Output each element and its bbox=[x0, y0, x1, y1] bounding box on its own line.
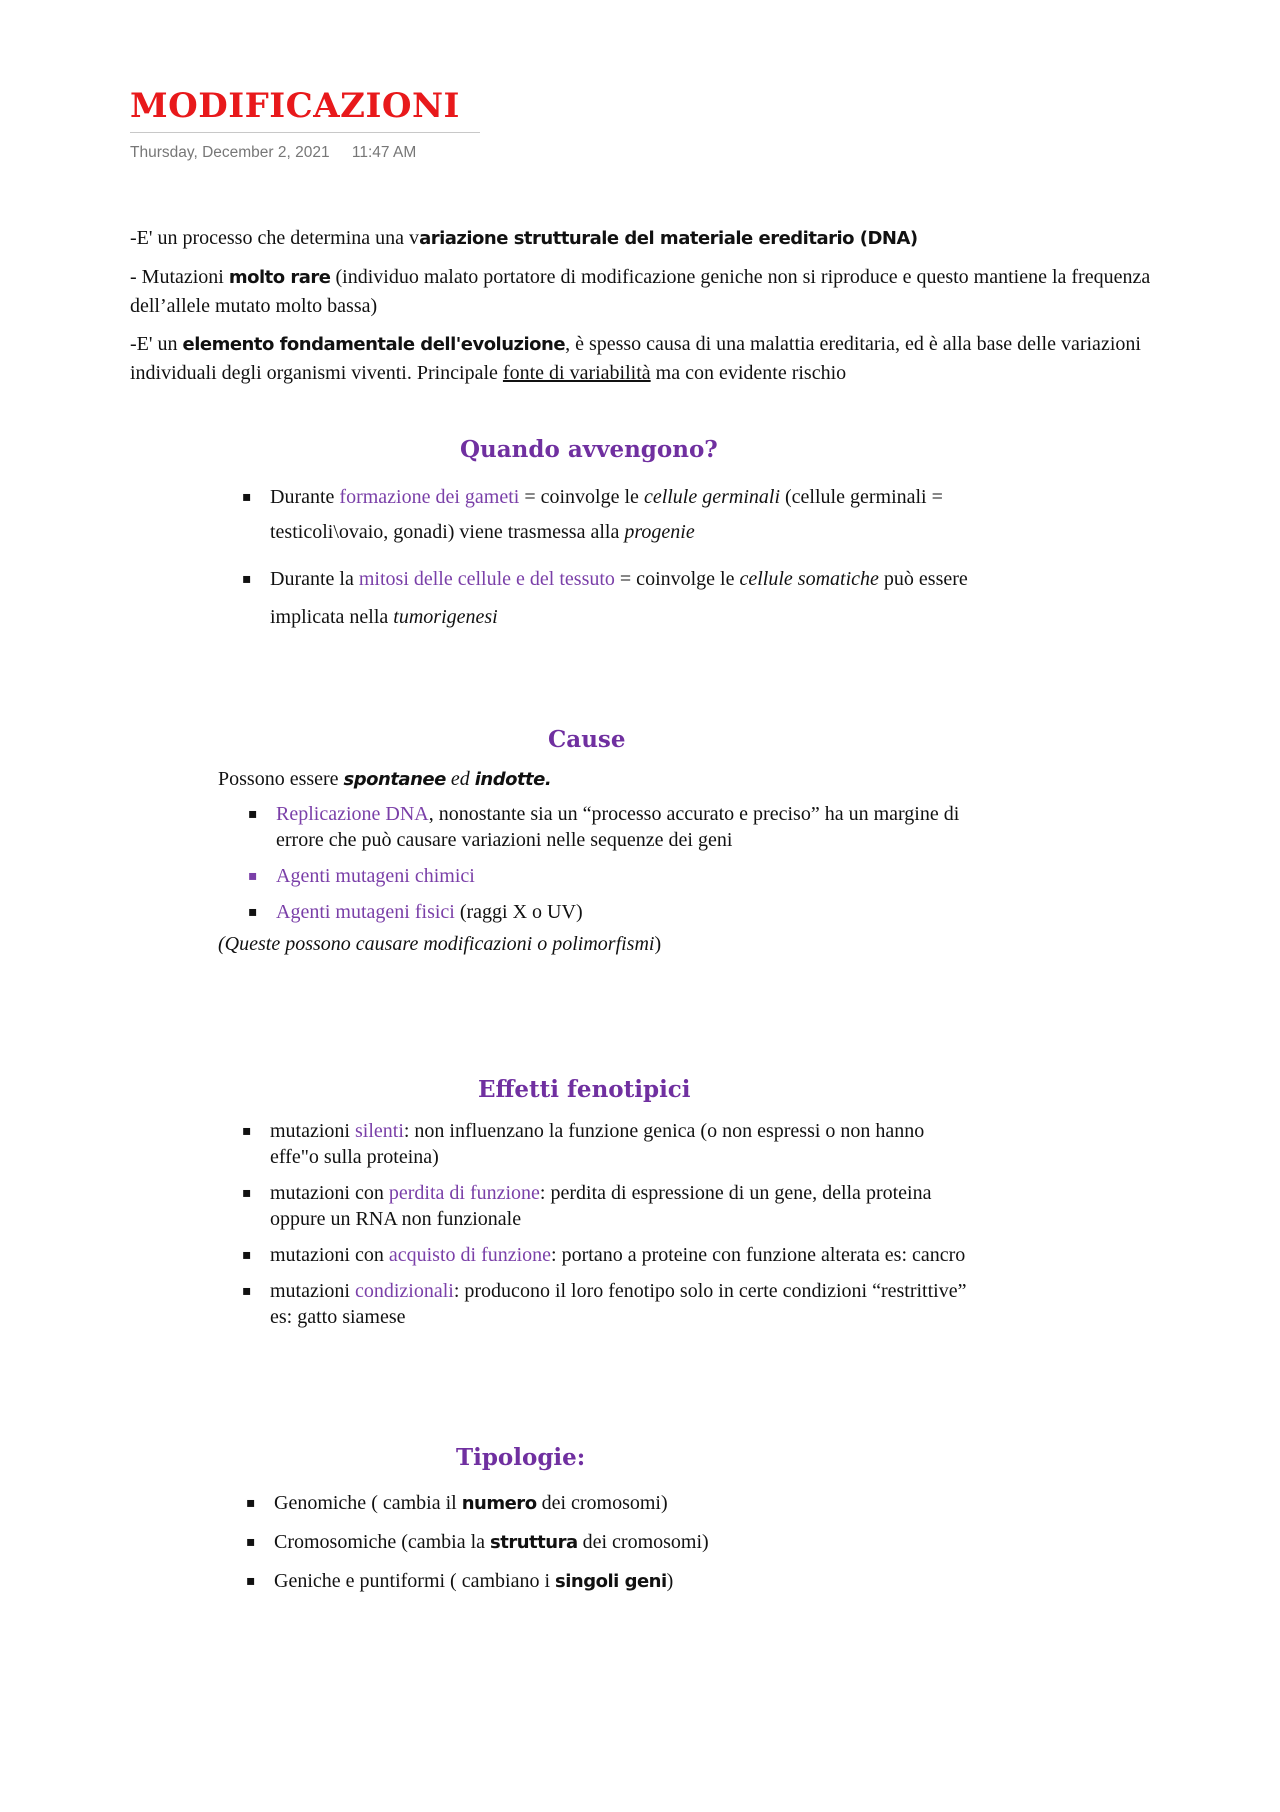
list-item bbox=[240, 1490, 980, 1517]
text: : perdita di espressione di un gene, della proteina oppure un RNA non funzionale bbox=[270, 1182, 932, 1230]
text: : non influenzano la funzione genica (o non espressi o non hanno effe"o sulla proteina) bbox=[270, 1120, 925, 1168]
list-item bbox=[236, 1180, 976, 1232]
bullet-icon: ▪ bbox=[248, 904, 258, 920]
bold-text: ariazione strutturale del materiale ereditario (DNA) bbox=[419, 228, 918, 249]
page-title: MODIFICAZIONI bbox=[130, 86, 460, 126]
text: ) bbox=[654, 933, 662, 955]
bullet-icon: ▪ bbox=[248, 868, 258, 884]
bold-text: struttura bbox=[490, 1532, 578, 1553]
bold-text: singoli geni bbox=[555, 1571, 667, 1592]
bullet-icon: ▪ bbox=[242, 489, 252, 505]
bullet-icon: ▪ bbox=[246, 1495, 256, 1511]
cause-list bbox=[242, 801, 972, 925]
text: dei cromosomi) bbox=[577, 1531, 709, 1553]
heading-effetti-fenotipici: Effetti fenotipici bbox=[478, 1076, 691, 1103]
cause-section bbox=[218, 766, 978, 957]
highlight-text: formazione dei gameti bbox=[339, 486, 520, 508]
text: mutazioni bbox=[270, 1280, 355, 1302]
bold-text: elemento fondamentale dell'evoluzione bbox=[182, 334, 566, 355]
highlight-text: acquisto di funzione bbox=[388, 1244, 552, 1266]
text: -E' un bbox=[130, 333, 183, 355]
highlight-text: silenti bbox=[354, 1120, 404, 1142]
text: = coinvolge le bbox=[519, 486, 644, 508]
intro-paragraph-1 bbox=[130, 224, 1210, 253]
text: Possono essere bbox=[218, 768, 344, 790]
list-item bbox=[242, 801, 972, 853]
list-item bbox=[242, 863, 972, 889]
list-item bbox=[236, 560, 976, 636]
text: : producono il loro fenotipo solo in certe condizioni “restrittive” es: gatto siamese bbox=[270, 1280, 967, 1328]
list-item bbox=[236, 1118, 976, 1170]
highlight-text: condizionali bbox=[354, 1280, 454, 1302]
heading-quando-avvengono: Quando avvengono? bbox=[460, 436, 718, 463]
text: - Mutazioni bbox=[130, 266, 229, 288]
text: (raggi X o UV) bbox=[454, 901, 583, 923]
text: mutazioni con bbox=[270, 1182, 389, 1204]
text: Cromosomiche (cambia la bbox=[274, 1531, 491, 1553]
list-item bbox=[240, 1568, 980, 1595]
cause-note bbox=[218, 931, 978, 957]
bullet-icon: ▪ bbox=[242, 571, 252, 587]
intro-section bbox=[130, 224, 1210, 397]
text: = coinvolge le bbox=[614, 568, 740, 590]
bold-text: molto rare bbox=[228, 267, 331, 288]
page-timestamp bbox=[130, 144, 434, 162]
text: (individuo malato portatore di modificazione geniche non si riproduce e questo mantiene la frequenza dell’allele mutato molto bassa) bbox=[130, 266, 1151, 317]
highlight-text: mitosi delle cellule e del tessuto bbox=[358, 568, 615, 590]
heading-cause: Cause bbox=[548, 726, 626, 753]
bullet-icon: ▪ bbox=[246, 1534, 256, 1550]
list-item bbox=[236, 480, 976, 550]
bold-text: numero bbox=[461, 1493, 537, 1514]
italic-text: cellule germinali bbox=[643, 486, 781, 508]
text: Geniche e puntiformi ( cambiano i bbox=[274, 1570, 556, 1592]
highlight-text: Agenti mutageni fisici bbox=[276, 901, 455, 923]
bullet-icon: ▪ bbox=[242, 1283, 252, 1299]
tipologie-list bbox=[240, 1490, 980, 1595]
list-item bbox=[236, 1242, 976, 1268]
page-date: Thursday, December 2, 2021 bbox=[130, 144, 330, 161]
cause-intro bbox=[218, 766, 978, 793]
text: Durante la bbox=[270, 568, 359, 590]
text: dei cromosomi) bbox=[536, 1492, 668, 1514]
bullet-icon: ▪ bbox=[242, 1123, 252, 1139]
intro-paragraph-3 bbox=[130, 330, 1210, 387]
list-item bbox=[242, 899, 972, 925]
italic-text: tumorigenesi bbox=[393, 606, 498, 628]
text: : portano a proteine con funzione alterata es: cancro bbox=[551, 1244, 966, 1266]
list-item bbox=[240, 1529, 980, 1556]
list-item bbox=[236, 1278, 976, 1330]
text: può essere implicata nella bbox=[270, 568, 968, 628]
page-time: 11:47 AM bbox=[351, 144, 417, 161]
italic-text: cellule somatiche bbox=[739, 568, 879, 590]
italic-text: ed bbox=[445, 768, 475, 790]
highlight-text: Replicazione DNA bbox=[276, 803, 429, 825]
quando-list bbox=[236, 480, 976, 636]
heading-tipologie: Tipologie: bbox=[456, 1444, 586, 1471]
bold-italic-text: spontanee bbox=[343, 769, 446, 790]
text: , nonostante sia un “processo accurato e preciso” ha un margine di errore che può causare variazioni nelle sequenze dei geni bbox=[276, 803, 960, 851]
text: ma con evidente rischio bbox=[650, 362, 847, 384]
intro-paragraph-2 bbox=[130, 263, 1210, 320]
text: Genomiche ( cambia il bbox=[274, 1492, 462, 1514]
italic-text: (Queste possono causare modificazioni o polimorfismi bbox=[218, 933, 655, 955]
text: mutazioni con bbox=[270, 1244, 389, 1266]
bullet-icon: ▪ bbox=[242, 1247, 252, 1263]
effetti-list bbox=[236, 1118, 976, 1330]
text: (cellule germinali = testicoli\ovaio, gonadi) viene trasmessa alla bbox=[270, 486, 943, 543]
bullet-icon: ▪ bbox=[242, 1185, 252, 1201]
text: mutazioni bbox=[270, 1120, 355, 1142]
text: ) bbox=[666, 1570, 674, 1592]
bold-italic-text: indotte. bbox=[474, 769, 552, 790]
underlined-text: fonte di variabilità bbox=[502, 362, 651, 384]
bullet-icon: ▪ bbox=[248, 806, 258, 822]
highlight-text: Agenti mutageni chimici bbox=[276, 865, 475, 887]
italic-text: progenie bbox=[624, 521, 695, 543]
text: -E' un processo che determina una v bbox=[130, 227, 420, 249]
text: Durante bbox=[270, 486, 340, 508]
title-divider bbox=[130, 132, 480, 133]
text: , è spesso causa di una malattia ereditaria, ed è alla base delle variazioni individuali degli organismi viventi. Principale bbox=[130, 333, 1141, 384]
bullet-icon: ▪ bbox=[246, 1573, 256, 1589]
highlight-text: perdita di funzione bbox=[388, 1182, 540, 1204]
